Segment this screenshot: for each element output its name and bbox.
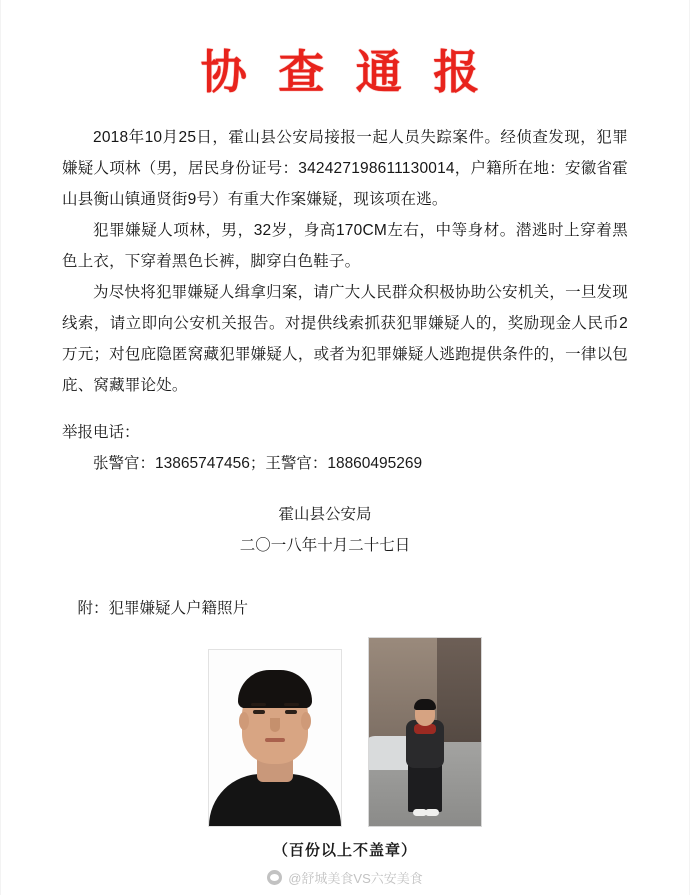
id-photo-ear-right bbox=[301, 712, 311, 730]
attachment-label: 附：犯罪嫌疑人户籍照片 bbox=[77, 600, 249, 617]
standing-photo-hair bbox=[414, 699, 436, 710]
id-photo-eye-right bbox=[285, 710, 297, 714]
title-spacer bbox=[62, 110, 628, 122]
watermark bbox=[0, 868, 690, 887]
paragraph-reward-warning: 为尽快将犯罪嫌疑人缉拿归案，请广大人民群众积极协助公安机关，一旦发现线索，请立即向公安机关报告。对提供线索抓获犯罪嫌疑人的，奖励现金人民币2万元；对包庇隐匿窝藏犯罪嫌疑人，或者为犯罪嫌疑人逃跑提供条件的，一律以包庇、窝藏罪论处。 bbox=[62, 284, 628, 394]
id-photo-ear-left bbox=[239, 712, 249, 730]
signature-block bbox=[62, 499, 628, 561]
id-photo-nose bbox=[270, 718, 280, 732]
notice-body bbox=[62, 122, 628, 401]
id-photo-eyebrow-left bbox=[251, 703, 266, 706]
photo-row bbox=[62, 637, 628, 827]
page-edge-left bbox=[0, 0, 1, 895]
photo-caption: （百份以上不盖章） bbox=[272, 842, 417, 859]
id-portrait-photo bbox=[208, 649, 342, 827]
weibo-icon bbox=[267, 870, 282, 885]
watermark-text: @舒城美食VS六安美食 bbox=[288, 871, 423, 886]
issuer-name: 霍山县公安局 bbox=[278, 506, 372, 523]
tipline-numbers: 张警官：13865747456；王警官：18860495269 bbox=[93, 455, 423, 472]
standing-photo-shoe-right bbox=[425, 809, 439, 816]
id-photo-mouth bbox=[265, 738, 285, 742]
page-title: 协 查 通 报 bbox=[200, 47, 490, 98]
tipline-label: 举报电话： bbox=[62, 424, 140, 441]
paragraph-suspect-description: 犯罪嫌疑人项林，男，32岁，身高170CM左右，中等身材。潜逃时上穿着黑色上衣，下穿着黑色长裤，脚穿白色鞋子。 bbox=[62, 222, 628, 270]
standing-photo bbox=[368, 637, 482, 827]
id-photo-eyebrow-right bbox=[284, 703, 299, 706]
id-photo-eye-left bbox=[253, 710, 265, 714]
issue-date: 二〇一八年十月二十七日 bbox=[239, 537, 411, 554]
paragraph-case-summary: 2018年10月25日，霍山县公安局接报一起人员失踪案件。经侦查发现，犯罪嫌疑人项林（男，居民身份证号：342427198611130014，户籍所在地：安徽省霍山县衡山镇通贤街9号）有重大作案嫌疑，现该项在逃。 bbox=[62, 129, 628, 208]
